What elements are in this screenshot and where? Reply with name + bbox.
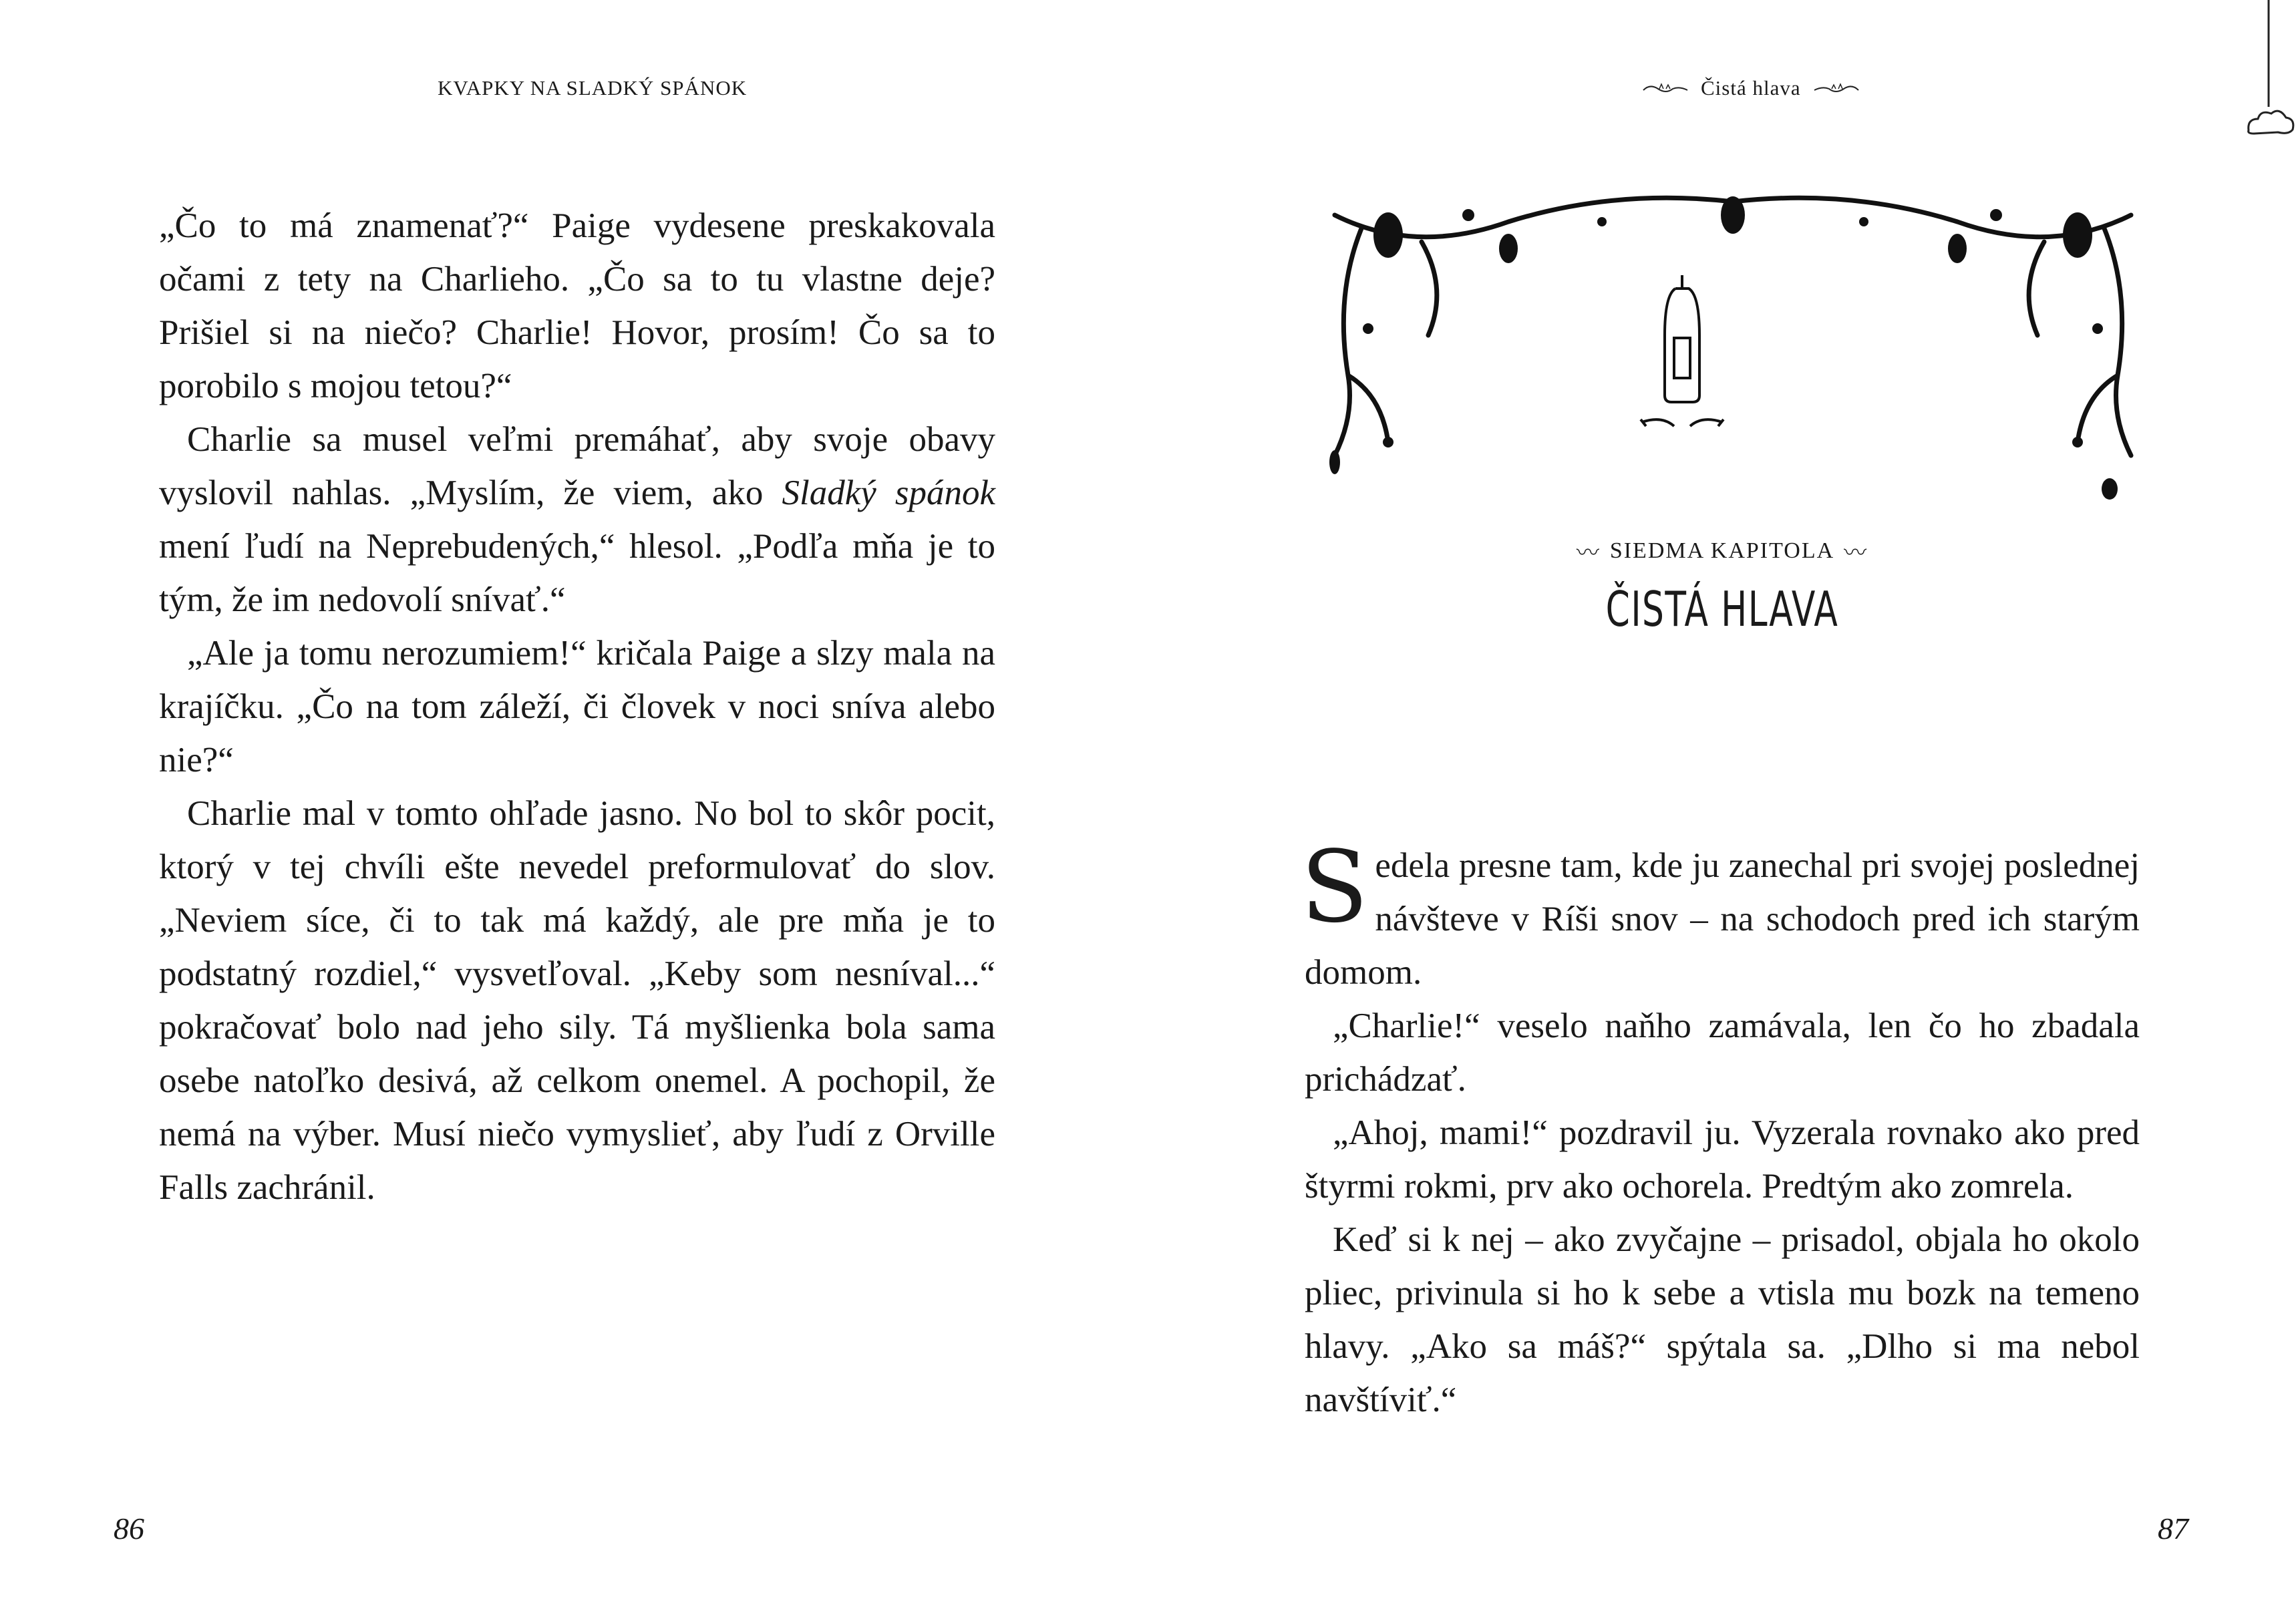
wave-ornament-icon: 〰	[1576, 541, 1601, 566]
italic-title: Sladký spánok	[782, 474, 995, 512]
paragraph: „Ale ja tomu nerozumiem!“ kričala Paige a slzy mala na krajíčku. „Čo na tom záleží, či človek v noci sníva alebo nie?“	[159, 634, 995, 779]
running-head-left: KVAPKY NA SLADKÝ SPÁNOK	[438, 76, 748, 100]
chapter-label: 〰 SIEDMA KAPITOLA 〰	[1555, 534, 1889, 567]
page-number-left: 86	[114, 1511, 144, 1546]
paragraph: „Charlie!“ veselo naňho zamávala, len čo ho zbadala prichádzať.	[1305, 1007, 2140, 1099]
body-text-right	[1301, 830, 2140, 1427]
running-head-title: Čistá hlava	[1701, 76, 1801, 100]
page-number-right: 87	[2158, 1511, 2188, 1546]
paragraph: „Ahoj, mami!“ pozdravil ju. Vyzerala rovnako ako pred štyrmi rokmi, prv ako ochorela. Predtým ako zomrela.	[1305, 1113, 2140, 1206]
paragraph: Keď si k nej – ako zvyčajne – prisadol, objala ho okolo pliec, privinula si ho k sebe a vtisla mu bozk na temeno hlavy. „Ako sa máš?“ spýtala sa. „Dlho si ma nebol navštíviť.“	[1305, 1220, 2140, 1419]
botanical-ornament-icon	[1308, 175, 2158, 536]
paragraph: Charlie sa musel veľmi premáhať, aby svoje obavy vyslovil nahlas. „Myslím, že viem, ako Sladký spánok mení ľudí na Neprebudených,“ hlesol. „Podľa mňa je to tým, že im nedovolí snívať.“	[159, 420, 995, 619]
hanging-cloud-icon	[2195, 0, 2295, 147]
paragraph: Sedela presne tam, kde ju zanechal pri svojej poslednej návšteve v Ríši snov – na schodoch pred ich starým domom.	[1301, 830, 2140, 992]
right-page	[1148, 0, 2296, 1623]
flourish-left-icon	[1642, 81, 1689, 96]
wave-ornament-icon: 〰	[1844, 541, 1868, 566]
paragraph: Charlie mal v tomto ohľade jasno. No bol to skôr pocit, ktorý v tej chvíli ešte nevedel preformulovať do slov. „Neviem síce, či to tak má každý, ale pre mňa je to podstatný rozdiel,“ vysvetľoval. „Keby som nesníval...“ pokračovať bolo nad jeho sily. Tá myšlienka bola sama osebe natoľko desivá, až celkom onemel. A pochopil, že nemá na výber. Musí niečo vymyslieť, aby ľudí z Orville Falls zachránil.	[159, 794, 995, 1207]
drop-cap: S	[1301, 830, 1369, 944]
paragraph: „Čo to má znamenať?“ Paige vydesene preskakovala očami z tety na Charlieho. „Čo sa to tu vlastne deje? Prišiel si na niečo? Charlie! Hovor, prosím! Čo sa to porobilo s mojou tetou?“	[159, 206, 995, 405]
body-text-left	[159, 199, 995, 1214]
running-head-right	[1642, 76, 1860, 100]
chapter-title: ČISTÁ HLAVA	[1605, 581, 1839, 637]
flourish-right-icon	[1813, 81, 1860, 96]
